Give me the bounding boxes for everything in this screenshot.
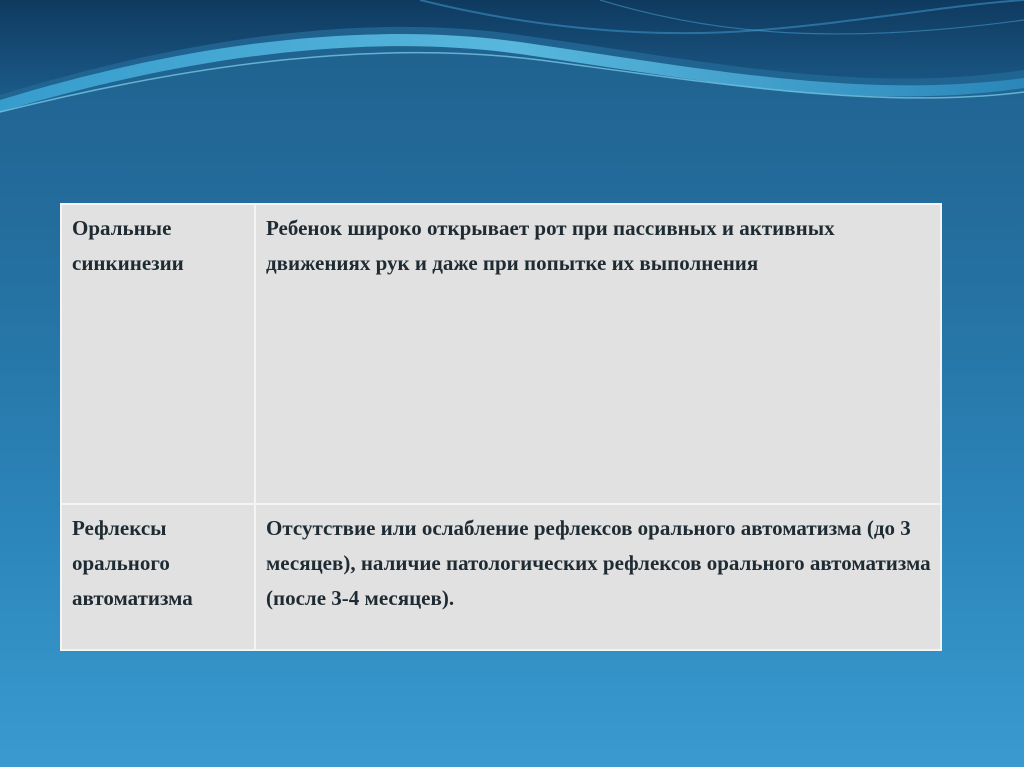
table-row: [61, 204, 941, 504]
term-text: Рефлексы орального автоматизма: [72, 516, 193, 610]
table-row: [61, 504, 941, 650]
term-text: Оральные синкинезии: [72, 216, 184, 275]
description-cell: [255, 504, 941, 650]
description-text: Отсутствие или ослабление рефлексов орального автоматизма (до 3 месяцев), наличие патологических рефлексов орального автоматизма (после 3-4 месяцев).: [266, 516, 931, 610]
description-text: Ребенок широко открывает рот при пассивных и активных движениях рук и даже при попытке их выполнения: [266, 216, 835, 275]
wave-decoration: [0, 0, 1024, 130]
description-cell: [255, 204, 941, 504]
term-cell: [61, 204, 255, 504]
content-table: [60, 203, 942, 651]
term-cell: [61, 504, 255, 650]
